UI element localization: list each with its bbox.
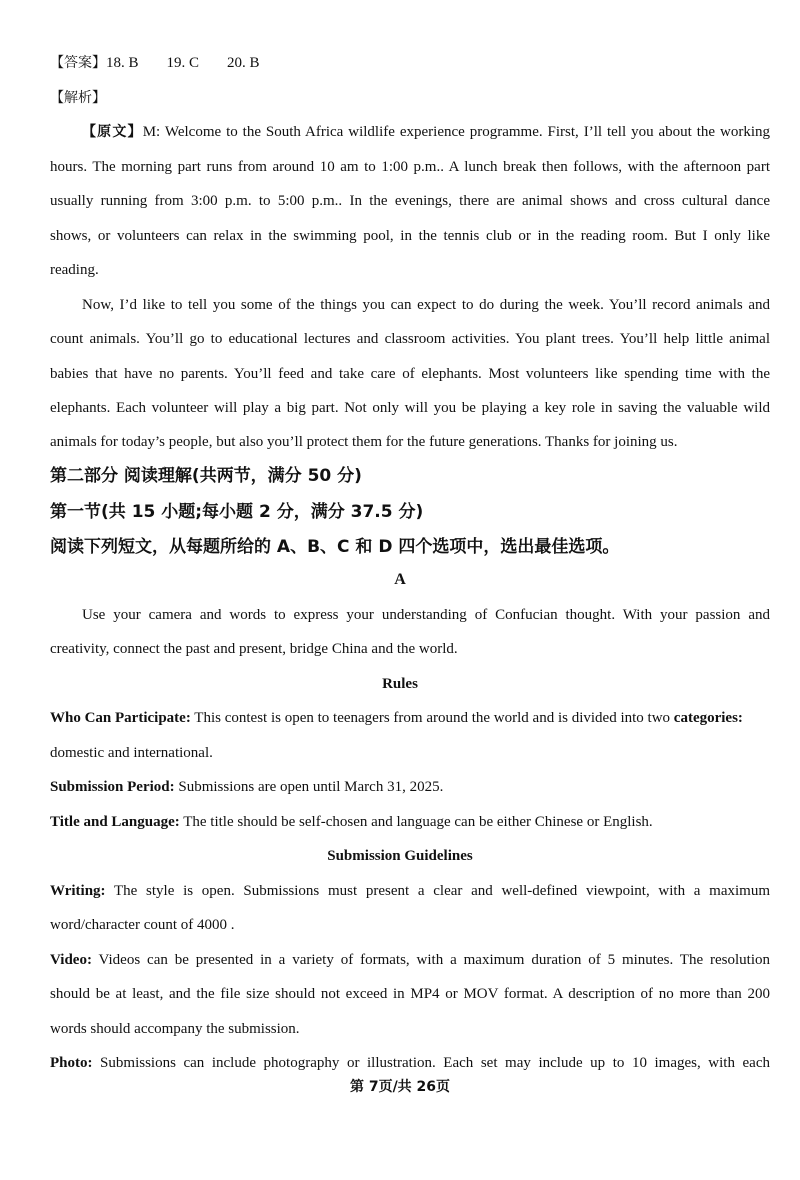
answer-line (50, 53, 770, 73)
title-language-label: Title and Language: (50, 814, 180, 830)
transcript-label: 【原文】 (82, 124, 143, 140)
transcript-line: count animals. You’ll go to educational lectures and classroom activities. You plant trees. You’ll help little animal (50, 331, 770, 347)
answer-item: 19. C (166, 55, 200, 71)
answer-item: 20. B (227, 55, 260, 71)
who-text: This contest is open to teenagers from around the world and is divided into two (190, 710, 674, 726)
video-text: Videos can be presented in a variety of formats, with a maximum duration of 5 minutes. The resolution (91, 952, 770, 968)
video-line (50, 950, 770, 970)
answer-item: 18. B (106, 55, 139, 71)
who-participate-line: domestic and international. (50, 745, 213, 761)
writing-line: word/character count of 4000 . (50, 917, 235, 933)
transcript-line: hours. The morning part runs from around 10 am to 1:00 p.m.. A lunch break then follows, with the afternoon part (50, 159, 770, 175)
transcript-line (82, 122, 770, 142)
video-line: words should accompany the submission. (50, 1021, 300, 1037)
photo-label: Photo: (50, 1055, 93, 1071)
who-label: Who Can Participate: (50, 710, 191, 726)
transcript-line: babies that have no parents. You’ll feed and take care of elephants. Most volunteers like spending time with the (50, 366, 770, 382)
video-label: Video: (50, 952, 92, 968)
transcript-line: elephants. Each volunteer will play a big part. Not only will you be playing a key role in saving the valuable wild (50, 400, 770, 416)
writing-text: The style is open. Submissions must present a clear and well-defined viewpoint, with a maximum (105, 883, 770, 899)
transcript-line: animals for today’s people, but also you’ll protect them for the future generations. Thanks for joining us. (50, 434, 678, 450)
title-language-text: The title should be self-chosen and language can be either Chinese or English. (179, 814, 653, 830)
period-text: Submissions are open until March 31, 2025. (174, 779, 444, 795)
submission-period-line (50, 777, 770, 797)
passage-letter: A (394, 571, 406, 588)
analysis-label: 【解析】 (50, 90, 106, 106)
part-title: 第二部分 阅读理解(共两节，满分 50 分) (50, 466, 362, 486)
title-language-line (50, 812, 770, 832)
passage-intro-line: Use your camera and words to express your understanding of Confucian thought. With your passion and (82, 607, 770, 623)
transcript-line: usually running from 3:00 p.m. to 5:00 p.m.. In the evenings, there are animal shows and cross cultural dance (50, 193, 770, 209)
section-instruction: 阅读下列短文，从每题所给的 A、B、C 和 D 四个选项中，选出最佳选项。 (50, 537, 620, 557)
passage-intro-line: creativity, connect the past and present, bridge China and the world. (50, 641, 458, 657)
who-participate-line (50, 708, 770, 728)
section-subtitle: 第一节(共 15 小题;每小题 2 分，满分 37.5 分) (50, 502, 424, 522)
rules-title: Rules (382, 676, 418, 692)
transcript-text: M: Welcome to the South Africa wildlife experience programme. First, I’ll tell you about the working (142, 124, 770, 140)
categories-label: categories: (673, 710, 743, 726)
transcript-line: shows, or volunteers can relax in the swimming pool, in the tennis club or in the reading room. But I only like (50, 228, 770, 244)
photo-line (50, 1053, 770, 1073)
photo-text: Submissions can include photography or illustration. Each set may include up to 10 images, with each (92, 1055, 770, 1071)
answer-label: 【答案】 (50, 55, 106, 71)
guidelines-title: Submission Guidelines (327, 848, 473, 864)
transcript-line: Now, I’d like to tell you some of the things you can expect to do during the week. You’ll record animals and (82, 297, 770, 313)
transcript-line: reading. (50, 262, 99, 278)
writing-line (50, 881, 770, 901)
page-footer: 第 7页/共 26页 (349, 1079, 451, 1095)
period-label: Submission Period: (50, 779, 175, 795)
writing-label: Writing: (50, 883, 106, 899)
video-line: should be at least, and the file size should not exceed in MP4 or MOV format. A description of no more than 200 (50, 986, 770, 1002)
